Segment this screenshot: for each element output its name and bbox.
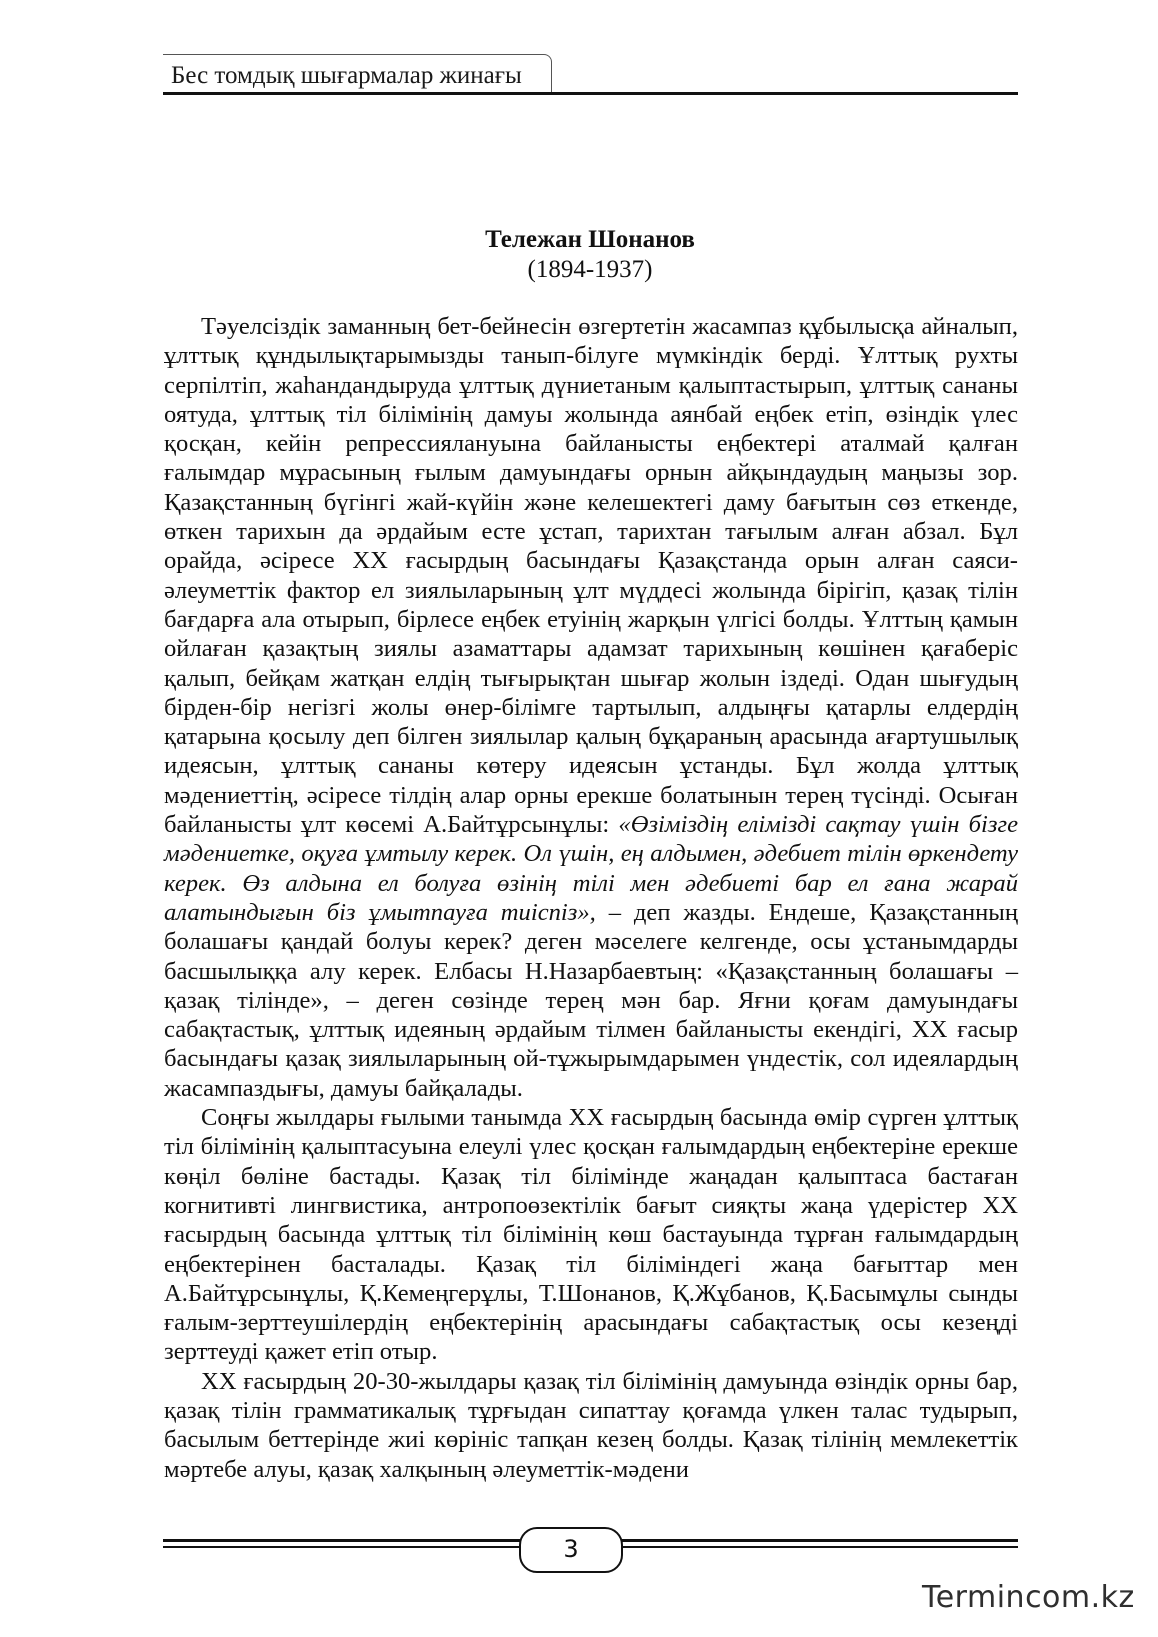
site-watermark: Termincom.kz — [922, 1580, 1135, 1615]
author-name: Тележан Шонанов — [485, 226, 695, 253]
paragraph-2: Соңғы жылдары ғылыми танымда ХХ ғасырдың басында өмір сүрген ұлттық тіл білімінің қалыптасуына елеулі үлес қосқан ғалымдардың еңбектеріне ерекше көңіл бөліне бастады. Қазақ тіл білімінде жаңадан қалыптаса бастаған когнитивті лингвистика, антропоөзектілік бағыт сияқты жаңа үдерістер ХХ ғасырдың басында ұлттық тіл білімінің көш бастауында тұрған ғалымдардың еңбектерінен басталады. Қазақ тіл біліміндегі жаңа бағыттар мен А.Байтұрсынұлы, Қ.Кемеңгерұлы, Т.Шонанов, Қ.Жұбанов, Қ.Басымұлы сынды ғалым-зерттеушілердің еңбектерінің арасындағы сабақтастық осы кезеңді зерттеуді қажет етіп отыр. — [164, 1104, 1018, 1366]
page-footer — [163, 1527, 1018, 1583]
paragraph-1 — [164, 312, 1018, 1103]
page-number: 3 — [563, 1535, 579, 1563]
article-body — [164, 312, 1018, 1484]
life-years: (1894-1937) — [527, 256, 653, 283]
paragraph-3: ХХ ғасырдың 20-30-жылдары қазақ тіл білімінің дамуында өзіндік орны бар, қазақ тілін грамматикалық тұрғыдан сипаттау қоғамда үлкен талас тудырып, басылым беттерінде жиі көрініс тапқан кезең болды. Қазақ тілінің мемлекеттік мәртебе алуы, қазақ халқының әлеуметтік-мәдени — [164, 1367, 1018, 1483]
running-title: Бес томдық шығармалар жинағы — [171, 62, 522, 89]
page-number-box — [519, 1527, 623, 1573]
header-rule — [163, 92, 1018, 95]
running-header — [163, 50, 1018, 96]
paragraph-1-continuation: – деп жазды. Ендеше, Қазақстанның болашағы қандай болуы керек? деген мәселеге келгенде, осы ұстанымдарды басшылыққа алу керек. Елбасы Н.Назарбаевтың: «Қазақстанның болашағы – қазақ тілінде», – деген сөзінде терең мән бар. Яғни қоғам дамуындағы сабақтастық, ұлттық идеяның әрдайым тілмен байланысты екендігі, ХХ ғасыр басындағы қазақ зиялыларының ой-тұжырымдарымен үндестік, сол идеялардың жасампаздығы, дамуы байқалады. — [164, 898, 1018, 1102]
paragraph-1-text: Тәуелсіздік заманның бет-бейнесін өзгертетін жасампаз құбылысқа айналып, ұлттық құндылықтарымызды танып-білуге мүмкіндік берді. Ұлттық рухты серпілтіп, жаһандандыруда ұлттық дүниетаным қалыптастырып, ұлттық сананы оятуда, ұлттық тіл білімінің дамуы жолында аянбай еңбек етіп, өзіндік үлес қосқан, кейін репрессиялануына байланысты еңбектері аталмай қалған ғалымдар мұрасының ғылым дамуындағы орнын айқындаудың маңызы зор. Қазақстанның бүгінгі жай-күйін және келешектегі даму бағытын сөз еткенде, өткен тарихын да әрдайым есте ұстап, тарихтан тағылым алған абзал. Бұл орайда, әсіресе ХХ ғасырдың басындағы Қазақстанда орын алған саяси-әлеуметтік фактор ел зиялыларының ұлт мүддесі жолында бірігіп, қазақ тілін бағдарға ала отырып, бірлесе еңбек етуінің жарқын үлгісі болды. Ұлттың қамын ойлаған қазақтың зиялы азаматтары адамзат тарихының көшінен қағаберіс қалып, бейқам жатқан елдің тығырықтан шығар жолын іздеді. Одан шығудың бірден-бір негізгі жолы өнер-білімге тартылып, алдыңғы қатарлы елдердің қатарына қосылу деп білген зиялылар қалың бұқараның арасында ағартушылық идеясын, ұлттық сананы көтеру идеясын ұстанды. Бұл жолда ұлттық мәдениеттің, әсіресе тілдің алар орны ерекше болатынын терең түсінді. Осыған байланысты ұлт көсемі А.Байтұрсынұлы: — [164, 313, 1018, 839]
baitursynuly-quote: «Өзіміздің елімізді сақтау үшін бізге мәдениетке, оқуға ұмтылу керек. Ол үшін, ең алдымен, әдебиет тілін өркендету керек. Өз алдына ел болуға өзінің тілі мен әдебиеті бар ел ғана жарай алатындығын біз ұмытпауға тиіспіз», — [164, 811, 1018, 926]
